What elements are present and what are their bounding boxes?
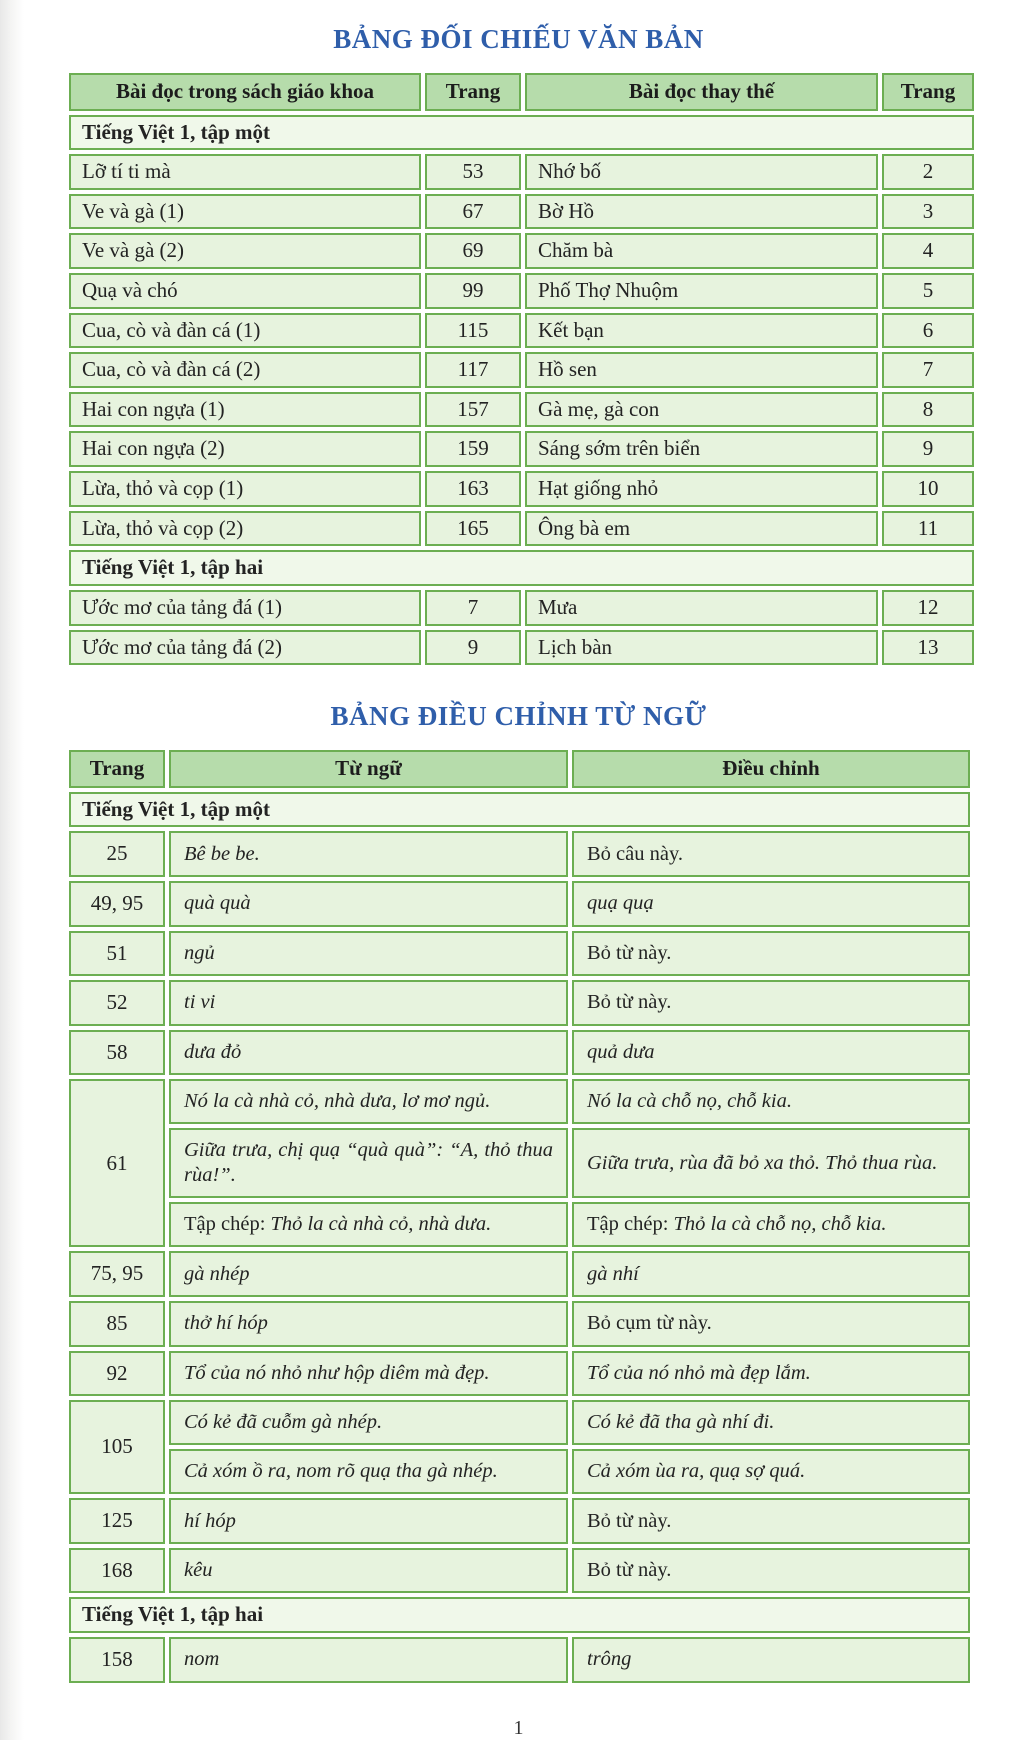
original-lesson-cell: Cua, cò và đàn cá (1) — [69, 313, 421, 349]
replacement-lesson-cell: Ông bà em — [525, 511, 878, 547]
page-cell: 51 — [69, 931, 165, 977]
table-row — [69, 1128, 970, 1198]
table-row — [69, 1030, 970, 1076]
replacement-page-cell: 6 — [882, 313, 974, 349]
section-row — [69, 792, 970, 828]
page-cell: 105 — [69, 1400, 165, 1494]
adjustment-cell: Bỏ từ này. — [572, 1498, 970, 1544]
adjustment-table-header — [69, 750, 970, 788]
table2-title: BẢNG ĐIỀU CHỈNH TỪ NGỮ — [330, 701, 707, 732]
page-cell: 85 — [69, 1301, 165, 1347]
term-cell: Tập chép: Thỏ la cà nhà cỏ, nhà dưa. — [169, 1202, 568, 1247]
replacement-page-cell: 3 — [882, 194, 974, 230]
table-row — [69, 1400, 970, 1445]
table-row — [69, 1637, 970, 1683]
original-lesson-cell: Lỡ tí ti mà — [69, 154, 421, 190]
text-comparison-table — [65, 69, 978, 669]
header-page: Trang — [69, 750, 165, 788]
section-label: Tiếng Việt 1, tập một — [69, 115, 974, 151]
replacement-page-cell: 12 — [882, 590, 974, 626]
page-cell: 61 — [69, 1079, 165, 1247]
original-page-cell: 99 — [425, 273, 521, 309]
section-row — [69, 1597, 970, 1633]
adjustment-cell: Có kẻ đã tha gà nhí đi. — [572, 1400, 970, 1445]
adjustment-cell: Tập chép: Thỏ la cà chỗ nọ, chỗ kia. — [572, 1202, 970, 1247]
table-row — [69, 471, 974, 507]
original-lesson-cell: Ước mơ của tảng đá (2) — [69, 630, 421, 666]
original-page-cell: 115 — [425, 313, 521, 349]
term-cell: kêu — [169, 1548, 568, 1594]
replacement-page-cell: 5 — [882, 273, 974, 309]
term-cell: hí hóp — [169, 1498, 568, 1544]
adjustment-cell: Nó la cà chỗ nọ, chỗ kia. — [572, 1079, 970, 1124]
original-page-cell: 157 — [425, 392, 521, 428]
original-page-cell: 165 — [425, 511, 521, 547]
term-cell: thở hí hóp — [169, 1301, 568, 1347]
table-row — [69, 313, 974, 349]
page-cell: 49, 95 — [69, 881, 165, 927]
replacement-lesson-cell: Gà mẹ, gà con — [525, 392, 878, 428]
replacement-lesson-cell: Sáng sớm trên biển — [525, 431, 878, 467]
adjustment-cell: gà nhí — [572, 1251, 970, 1297]
table-row — [69, 1301, 970, 1347]
original-lesson-cell: Hai con ngựa (1) — [69, 392, 421, 428]
table-row — [69, 1351, 970, 1397]
table-row — [69, 1548, 970, 1594]
original-lesson-cell: Quạ và chó — [69, 273, 421, 309]
page-number: 1 — [513, 1716, 524, 1739]
table-row — [69, 392, 974, 428]
term-cell: Bê be be. — [169, 831, 568, 877]
original-lesson-cell: Ước mơ của tảng đá (1) — [69, 590, 421, 626]
table-row — [69, 630, 974, 666]
adjustment-cell: Bỏ từ này. — [572, 1548, 970, 1594]
page-cell: 75, 95 — [69, 1251, 165, 1297]
page-cell: 158 — [69, 1637, 165, 1683]
comparison-table-body — [69, 115, 974, 666]
replacement-lesson-cell: Bờ Hồ — [525, 194, 878, 230]
replacement-page-cell: 10 — [882, 471, 974, 507]
section-row — [69, 550, 974, 586]
section-label: Tiếng Việt 1, tập hai — [69, 550, 974, 586]
comparison-table-header — [69, 73, 974, 111]
page-cell: 25 — [69, 831, 165, 877]
replacement-page-cell: 13 — [882, 630, 974, 666]
table-row — [69, 1079, 970, 1124]
table-row — [69, 1498, 970, 1544]
original-lesson-cell: Lừa, thỏ và cọp (2) — [69, 511, 421, 547]
header-original-page: Trang — [425, 73, 521, 111]
page-cell: 168 — [69, 1548, 165, 1594]
replacement-lesson-cell: Mưa — [525, 590, 878, 626]
table-row — [69, 1251, 970, 1297]
adjustment-table-body — [69, 792, 970, 1683]
table-row — [69, 431, 974, 467]
page-cell: 92 — [69, 1351, 165, 1397]
term-cell: nom — [169, 1637, 568, 1683]
original-lesson-cell: Lừa, thỏ và cọp (1) — [69, 471, 421, 507]
table-row — [69, 154, 974, 190]
original-lesson-cell: Cua, cò và đàn cá (2) — [69, 352, 421, 388]
header-replacement-lesson: Bài đọc thay thế — [525, 73, 878, 111]
adjustment-cell: quả dưa — [572, 1030, 970, 1076]
adjustment-cell: trông — [572, 1637, 970, 1683]
adjustment-cell: Bỏ câu này. — [572, 831, 970, 877]
replacement-lesson-cell: Kết bạn — [525, 313, 878, 349]
adjustment-cell: Bỏ từ này. — [572, 931, 970, 977]
table-row — [69, 881, 970, 927]
header-adjustment: Điều chỉnh — [572, 750, 970, 788]
adjustment-cell: quạ quạ — [572, 881, 970, 927]
table-row — [69, 980, 970, 1026]
term-cell: gà nhép — [169, 1251, 568, 1297]
replacement-page-cell: 7 — [882, 352, 974, 388]
table1-title: BẢNG ĐỐI CHIẾU VĂN BẢN — [333, 24, 704, 54]
replacement-page-cell: 8 — [882, 392, 974, 428]
original-page-cell: 159 — [425, 431, 521, 467]
table-row — [69, 931, 970, 977]
replacement-page-cell: 11 — [882, 511, 974, 547]
page-cell: 52 — [69, 980, 165, 1026]
table-row — [69, 194, 974, 230]
header-original-lesson: Bài đọc trong sách giáo khoa — [69, 73, 421, 111]
word-adjustment-table — [65, 746, 974, 1687]
original-page-cell: 7 — [425, 590, 521, 626]
original-page-cell: 9 — [425, 630, 521, 666]
header-term: Từ ngữ — [169, 750, 568, 788]
original-page-cell: 163 — [425, 471, 521, 507]
original-lesson-cell: Ve và gà (1) — [69, 194, 421, 230]
term-cell: Cả xóm ồ ra, nom rõ quạ tha gà nhép. — [169, 1449, 568, 1494]
adjustment-cell: Bỏ từ này. — [572, 980, 970, 1026]
adjustment-cell: Tổ của nó nhỏ mà đẹp lắm. — [572, 1351, 970, 1397]
adjustment-cell: Giữa trưa, rùa đã bỏ xa thỏ. Thỏ thua rùa. — [572, 1128, 970, 1198]
table-row — [69, 1202, 970, 1247]
term-cell: Giữa trưa, chị quạ “quà quà”: “A, thỏ thua rùa!”. — [169, 1128, 568, 1198]
original-page-cell: 67 — [425, 194, 521, 230]
table-row — [69, 273, 974, 309]
table-row — [69, 831, 970, 877]
term-cell: ti vi — [169, 980, 568, 1026]
replacement-page-cell: 2 — [882, 154, 974, 190]
original-page-cell: 117 — [425, 352, 521, 388]
replacement-page-cell: 4 — [882, 233, 974, 269]
table-row — [69, 590, 974, 626]
term-cell: Có kẻ đã cuỗm gà nhép. — [169, 1400, 568, 1445]
original-lesson-cell: Ve và gà (2) — [69, 233, 421, 269]
table-row — [69, 233, 974, 269]
replacement-lesson-cell: Nhớ bố — [525, 154, 878, 190]
term-cell: dưa đỏ — [169, 1030, 568, 1076]
replacement-lesson-cell: Chăm bà — [525, 233, 878, 269]
table-row — [69, 1449, 970, 1494]
section-label: Tiếng Việt 1, tập hai — [69, 1597, 970, 1633]
replacement-lesson-cell: Lịch bàn — [525, 630, 878, 666]
replacement-lesson-cell: Phố Thợ Nhuộm — [525, 273, 878, 309]
replacement-lesson-cell: Hồ sen — [525, 352, 878, 388]
table-row — [69, 511, 974, 547]
section-label: Tiếng Việt 1, tập một — [69, 792, 970, 828]
original-page-cell: 53 — [425, 154, 521, 190]
replacement-lesson-cell: Hạt giống nhỏ — [525, 471, 878, 507]
page-cell: 125 — [69, 1498, 165, 1544]
table-row — [69, 352, 974, 388]
term-cell: ngủ — [169, 931, 568, 977]
original-page-cell: 69 — [425, 233, 521, 269]
term-cell: Tổ của nó nhỏ như hộp diêm mà đẹp. — [169, 1351, 568, 1397]
adjustment-cell: Bỏ cụm từ này. — [572, 1301, 970, 1347]
adjustment-cell: Cả xóm ùa ra, quạ sợ quá. — [572, 1449, 970, 1494]
term-cell: Nó la cà nhà cỏ, nhà dưa, lơ mơ ngủ. — [169, 1079, 568, 1124]
section-row — [69, 115, 974, 151]
replacement-page-cell: 9 — [882, 431, 974, 467]
page-cell: 58 — [69, 1030, 165, 1076]
header-replacement-page: Trang — [882, 73, 974, 111]
term-cell: quà quà — [169, 881, 568, 927]
original-lesson-cell: Hai con ngựa (2) — [69, 431, 421, 467]
